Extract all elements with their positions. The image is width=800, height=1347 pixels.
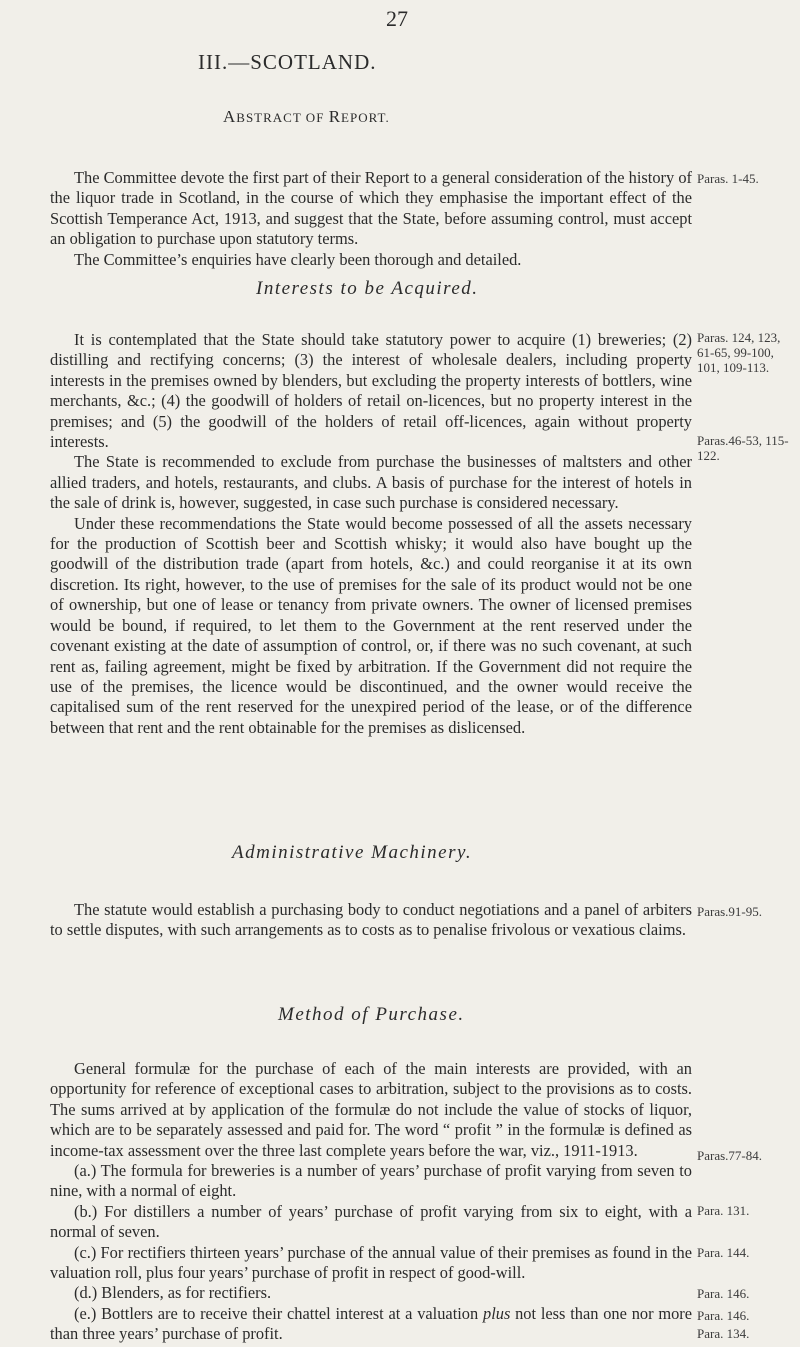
list-item: (c.) For rectifiers thirteen years’ purchase of the annual value of their premises as found in the valuation roll, plus four years’ purchase of profit in respect of good-will. xyxy=(50,1242,692,1283)
list-item: (a.) The formula for breweries is a number of years’ purchase of profit varying from seven to nine, with a normal of eight. xyxy=(50,1161,692,1201)
interests-block xyxy=(50,330,692,738)
method-block xyxy=(50,1059,692,1345)
intro-block xyxy=(50,168,692,270)
section-title: III.—SCOTLAND. xyxy=(198,50,377,74)
margin-reference: Paras.77-84. xyxy=(697,1148,762,1163)
body-paragraph: General formulæ for the purchase of each of the main interests are provided, with an opportunity for reference of exceptional cases to arbitration, subject to the provisions as to costs. The sums arrived at by application of the formulæ do not include the value of stocks of liquor, which are to be separately assessed and paid for. The word “ profit ” in the formulæ is defined as income-tax assessment over the three last complete years before the war, viz., 1911-1913. xyxy=(50,1059,692,1160)
body-paragraph: The State is recommended to exclude from purchase the businesses of maltsters and other allied traders, and hotels, restaurants, and clubs. A basis of purchase for the interest of hotels in the sale of drink is, however, suggested, in case such purchase is considered necessary. xyxy=(50,452,692,513)
list-item: (e.) Bottlers are to receive their chattel interest at a valuation plus not less than one nor more than three years’ purchase of profit. xyxy=(50,1303,693,1344)
section-heading: Method of Purchase. xyxy=(278,1004,465,1025)
margin-reference: Paras.91-95. xyxy=(697,904,762,919)
body-paragraph: The statute would establish a purchasing body to conduct negotiations and a panel of arbiters to settle disputes, with such arrangements as to costs as to penalise frivolous or vexatious claims. xyxy=(50,900,692,940)
margin-reference: Paras. 124, 123, 61-65, 99-100, 101, 109-113. xyxy=(697,330,781,375)
intro-paragraph: The Committee’s enquiries have clearly been thorough and detailed. xyxy=(74,249,522,269)
margin-reference: Para. 146. xyxy=(697,1286,750,1301)
intro-paragraph: The Committee devote the first part of their Report to a general consideration of the history of the liquor trade in Scotland, in the course of which they emphasise the important effect of the Scottish Temperance Act, 1913, and suggest that the State, before assuming control, must accept an obligation to purchase upon statutory terms. xyxy=(50,168,692,249)
page-number: 27 xyxy=(386,6,408,31)
section-subtitle: ABSTRACT OF REPORT. xyxy=(223,107,390,126)
list-item: (b.) For distillers a number of years’ purchase of profit varying from six to eight, with a normal of seven. xyxy=(50,1201,692,1242)
body-paragraph: Under these recommendations the State would become possessed of all the assets necessary for the production of Scottish beer and Scottish whisky; it would also have bought up the goodwill of the distribution trade (apart from hotels, &c.) and could reorganise it at its own discretion. Its right, however, to the use of premises for the sale of its product would not be one of ownership, but one of lease or tenancy from private owners. The owner of licensed premises would be bound, if required, to let them to the Government at the rent reserved under the covenant existing at the date of assumption of control, or, if there was no such covenant, at such rent as, failing agreement, might be fixed by arbitration. If the Government did not require the use of the premises, the licence would be discontinued, and the owner would receive the capitalised sum of the rent reserved for the unexpired period of the lease, or of the difference between that rent and the rent obtainable for the premises as dislicensed. xyxy=(50,513,692,737)
margin-reference: Paras. 1-45. xyxy=(697,171,759,186)
body-paragraph: It is contemplated that the State should take statutory power to acquire (1) breweries; (2) distilling and rectifying concerns; (3) the interest of wholesale dealers, including property interests in the premises owned by blenders, but excluding the property interests of bottlers, wine merchants, &c.; (4) the goodwill of holders of retail on-licences, but no property interest in the premises; and (5) the goodwill of the holders of retail off-licences, again without property interests. xyxy=(50,330,692,452)
section-heading: Interests to be Acquired. xyxy=(256,278,479,299)
section-heading: Administrative Machinery. xyxy=(232,842,473,863)
admin-block xyxy=(50,900,692,941)
margin-reference: Para. 131. xyxy=(697,1203,750,1218)
margin-reference: Para. 146. xyxy=(697,1308,750,1323)
margin-reference: Para. 144. xyxy=(697,1245,750,1260)
margin-reference: Paras.46-53, 115-122. xyxy=(697,433,789,463)
list-item: (d.) Blenders, as for rectifiers. xyxy=(74,1283,272,1303)
margin-reference: Para. 134. xyxy=(697,1326,750,1341)
